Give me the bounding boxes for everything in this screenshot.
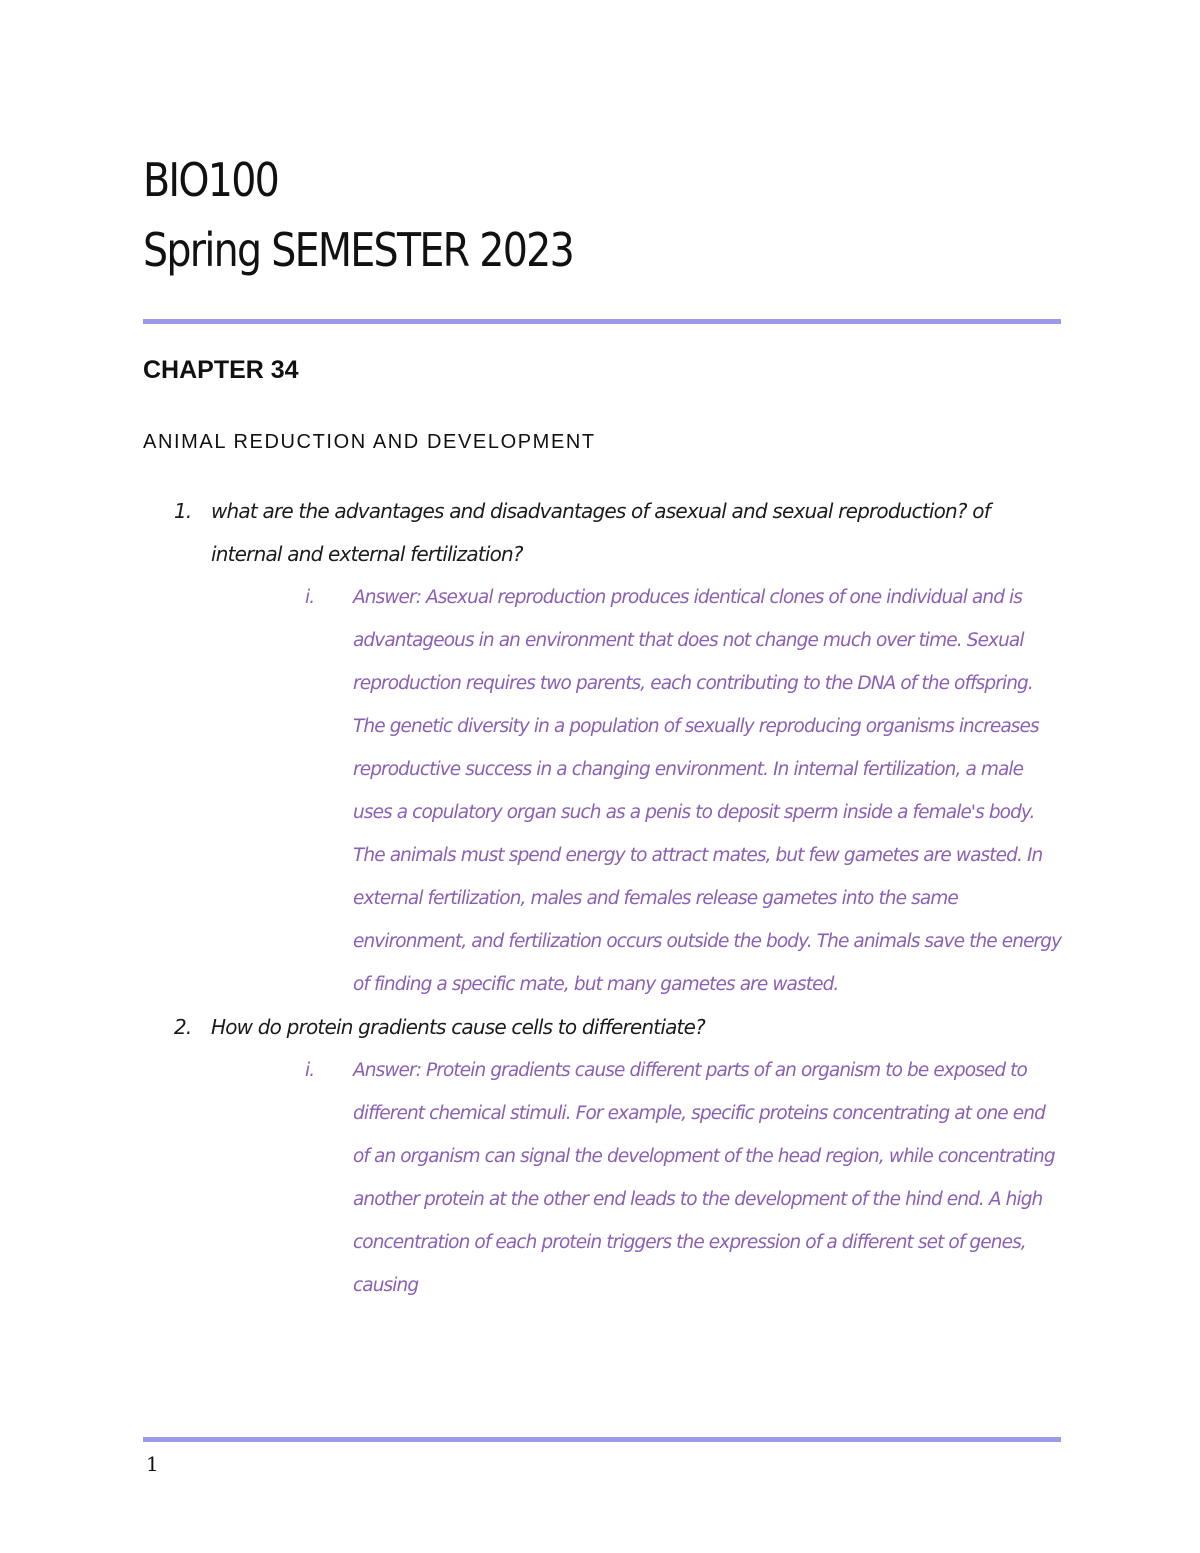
question-number: 2.	[174, 1015, 192, 1039]
question-item	[174, 490, 1064, 1006]
question-list	[174, 490, 1064, 1307]
question-text	[174, 1006, 1064, 1049]
question-body: How do protein gradients cause cells to differentiate?	[211, 1015, 705, 1039]
question-text	[174, 490, 1064, 576]
page-number: 1	[146, 1452, 159, 1476]
chapter-title: CHAPTER 34	[143, 356, 299, 384]
answer-number: i.	[305, 587, 315, 608]
answer-number: i.	[305, 1060, 315, 1081]
answer-body: Answer: Protein gradients cause different parts of an organism to be exposed to different chemical stimuli. For example, specific proteins concentrating at one end of an organism can signal the development of the head region, while concentrating another protein at the other end leads to the development of the hind end. A high concentration of each protein triggers the expression of a different set of genes, causing	[353, 1060, 1055, 1296]
answer-text	[305, 576, 1064, 1006]
question-body: what are the advantages and disadvantages of asexual and sexual reproduction? of internal and external fertilization?	[211, 499, 990, 566]
header-divider	[143, 319, 1061, 324]
question-number: 1.	[174, 499, 192, 523]
course-title: BIO100	[143, 153, 279, 207]
footer-divider	[143, 1437, 1061, 1442]
question-item	[174, 1006, 1064, 1307]
section-title: ANIMAL REDUCTION AND DEVELOPMENT	[143, 431, 596, 453]
answer-text	[305, 1049, 1064, 1307]
answer-body: Answer: Asexual reproduction produces identical clones of one individual and is advantageous in an environment that does not change much over time. Sexual reproduction requires two parents, each contributing to the DNA of the offspring. The genetic diversity in a population of sexually reproducing organisms increases reproductive success in a changing environment. In internal fertilization, a male uses a copulatory organ such as a penis to deposit sperm inside a female's body. The animals must spend energy to attract mates, but few gametes are wasted. In external fertilization, males and females release gametes into the same environment, and fertilization occurs outside the body. The animals save the energy of finding a specific mate, but many gametes are wasted.	[353, 587, 1062, 995]
semester-title: Spring SEMESTER 2023	[143, 223, 574, 277]
